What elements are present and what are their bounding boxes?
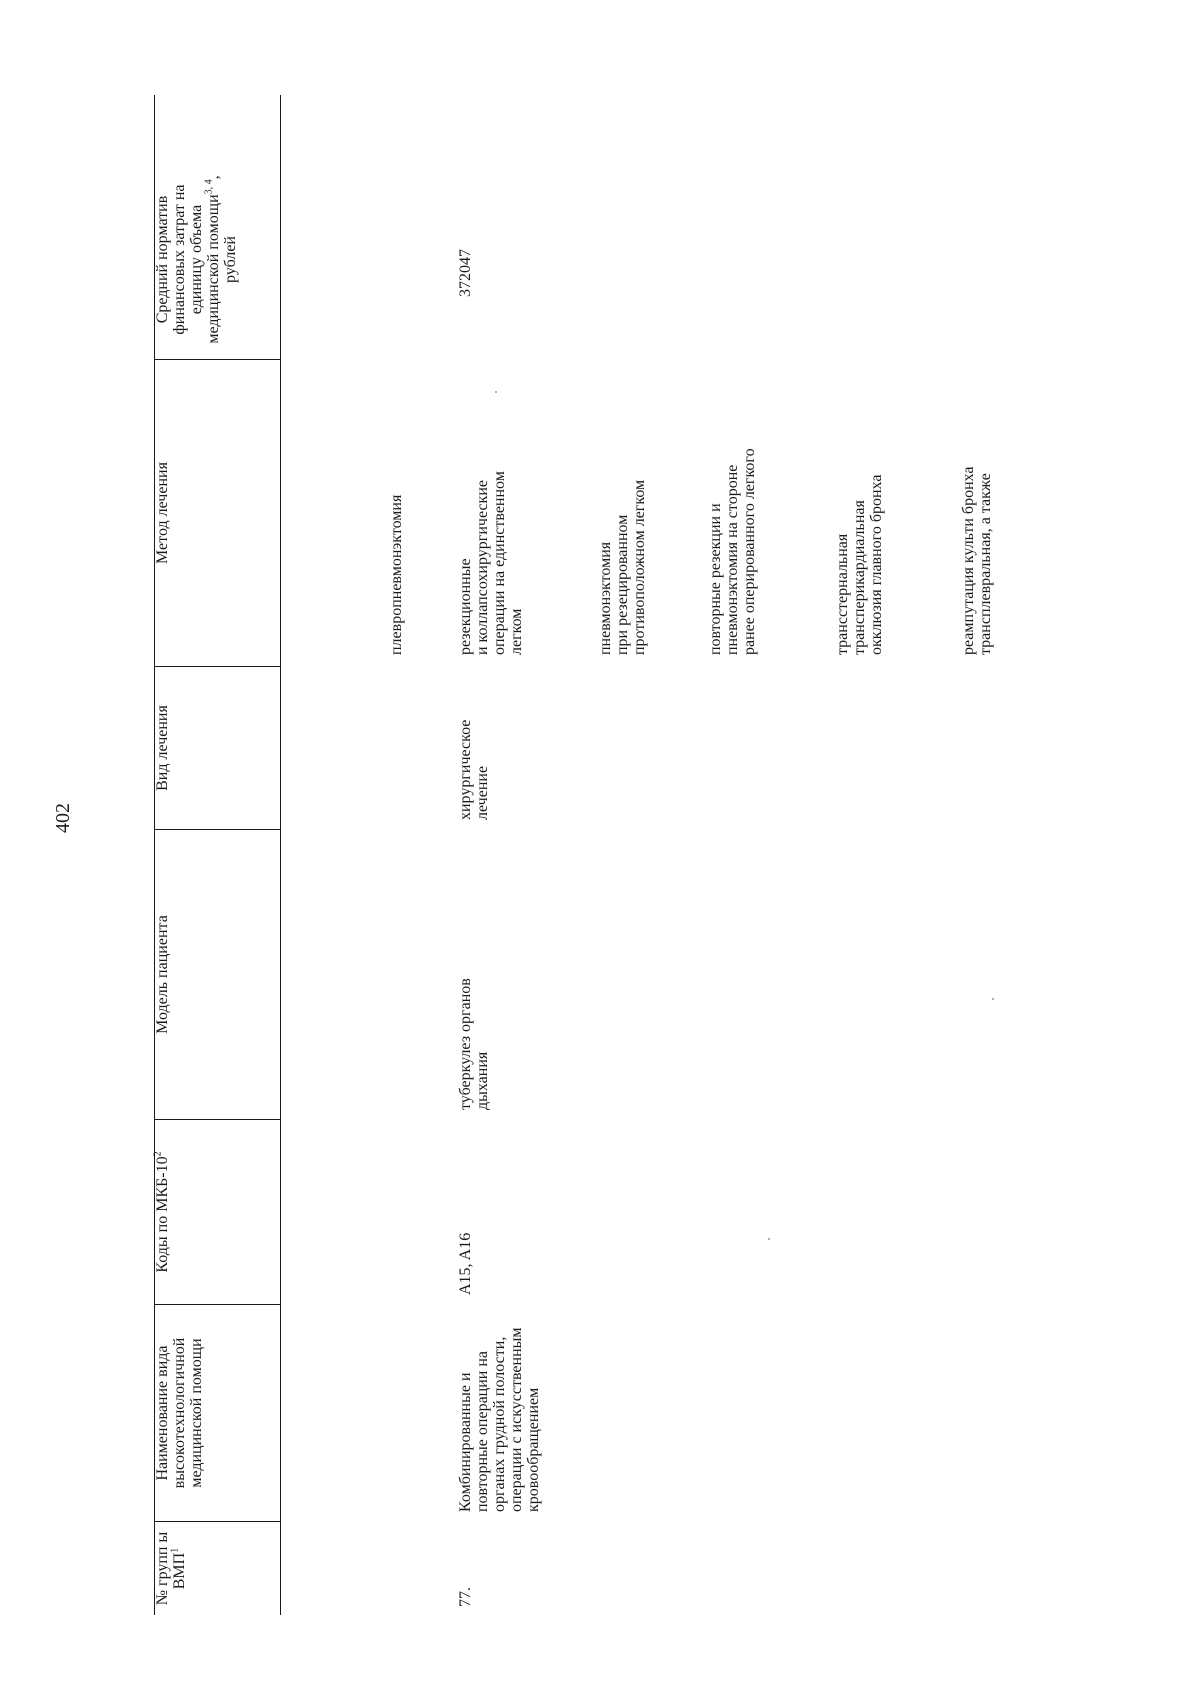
header-type: Вид лечения (154, 667, 280, 830)
page-number: 402 (52, 803, 74, 833)
method-cell: повторные резекции и пневмонэктомия на стороне ранее оперированного легкого (707, 448, 758, 655)
method-cell: пневмонэктомия при резецированном противоположном легком (597, 479, 648, 655)
method-cell: трансстернальная трансперикардиальная окклюзия главного бронха (834, 474, 885, 655)
header-group-no: № групп ы ВМП$^1$ (154, 1531, 188, 1606)
header-bottom-rule (280, 95, 281, 1615)
scan-speck (992, 998, 994, 1000)
method-cell: резекционные и коллапсохирургические операции на единственном легком (457, 471, 525, 655)
group-number-cell: 77. (457, 1587, 474, 1607)
header-method: Метод лечения (154, 360, 280, 667)
scan-speck (495, 391, 497, 393)
header-cost: Средний норматив финансовых затрат на единицу объема медицинской помощи$^{3, 4}$, рублей (154, 160, 280, 360)
method-cell: реампутация культи бронха трансплевральная, а также (960, 466, 994, 655)
cost-cell: 372047 (457, 249, 474, 297)
model-cell: туберкулез органов дыхания (457, 978, 491, 1110)
name-cell: Комбинированные и повторные операции на органах грудной полости, операции с искусственным кровообращением (457, 1327, 542, 1512)
header-model: Модель пациента (154, 830, 280, 1120)
scan-speck (768, 1238, 770, 1240)
header-codes: Коды по МКБ-$10^2$ (154, 1120, 280, 1305)
rotated-table (150, 95, 994, 1615)
codes-cell: A15, A16 (457, 1232, 474, 1295)
header-name: Наименование вида высокотехнологичной медицинской помощи (154, 1305, 280, 1522)
method-cell: плевропневмонэктомия (388, 494, 405, 655)
type-cell: хирургическое лечение (457, 719, 491, 820)
